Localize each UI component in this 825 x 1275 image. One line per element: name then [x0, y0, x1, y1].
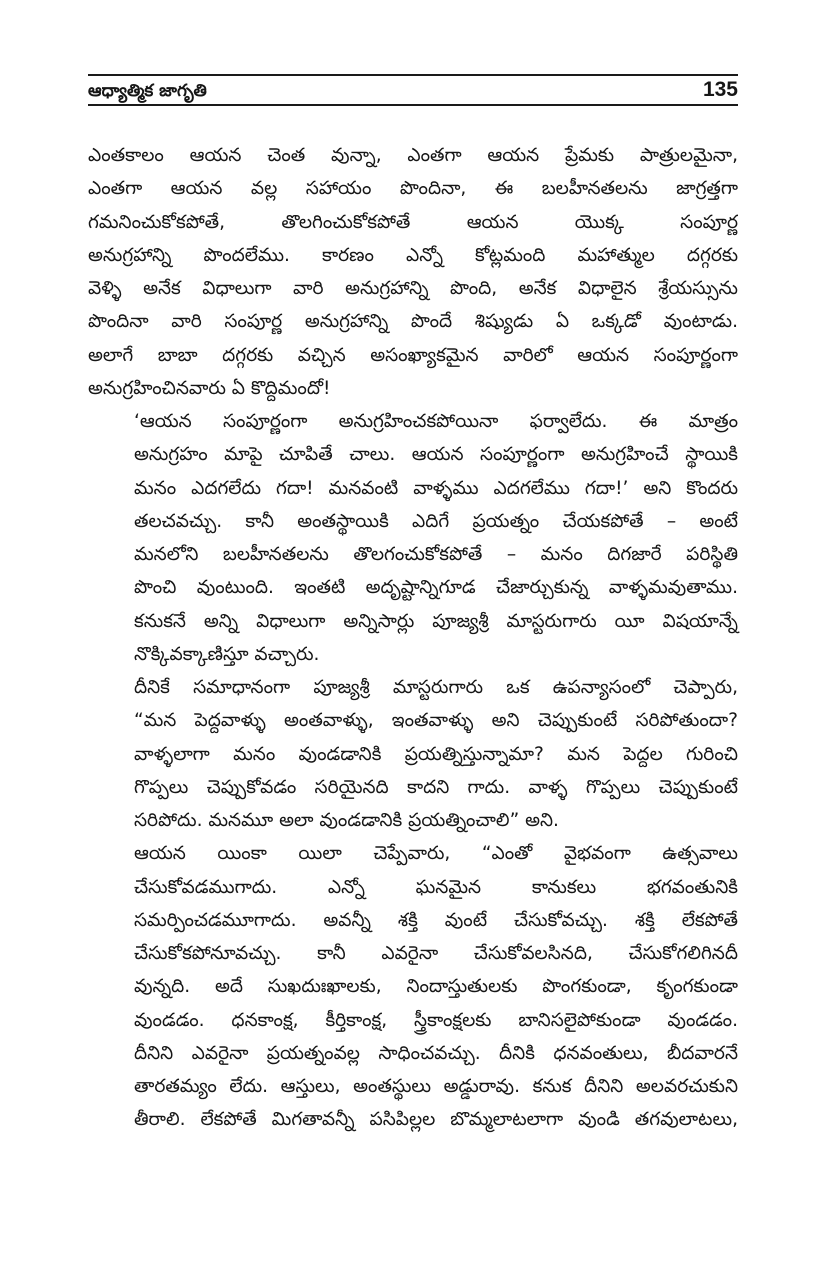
- text-line: నొక్కివక్కాణిస్తూ వచ్చారు.: [134, 643, 320, 665]
- text-line: అనుగ్రహించినవారు ఏ కొద్దిమందో!: [88, 377, 331, 399]
- text-line: చేసుకోవడముగాదు. ఎన్నో ఘనమైన కానుకలు భగవంతునికి: [134, 876, 738, 898]
- text-line: వుండడం. ధనకాంక్ష, కీర్తికాంక్ష, స్త్రీకాంక్షలకు బానిసలైపోకుండా వుండడం.: [134, 1009, 738, 1031]
- paragraph-3: [88, 671, 738, 837]
- page-number: 135: [702, 78, 738, 101]
- paragraph-2: [88, 405, 738, 671]
- text-line: సమర్పించడమూగాదు. అవన్నీ శక్తి వుంటే చేసుకోవచ్చు. శక్తి లేకపోతే: [134, 909, 738, 931]
- text-line: తలచవచ్చు. కానీ అంతస్థాయికి ఎదిగే ప్రయత్నం చేయకపోతే – అంటే: [134, 510, 738, 532]
- text-line: వెళ్ళి అనేక విధాలుగా వారి అనుగ్రహాన్ని పొంది, అనేక విధాలైన శ్రేయస్సును: [88, 278, 738, 299]
- header-bottom-rule: [88, 104, 738, 106]
- text-line: మనలోని బలహీనతలను తొలగంచుకోకపోతే – మనం దిగజారే పరిస్థితి: [134, 544, 738, 565]
- text-line: వున్నది. అదే సుఖదుఃఖాలకు, నిందాస్తుతులకు పొంగకుండా, కృంగకుండా: [134, 976, 738, 998]
- paragraph-4: [88, 837, 738, 1136]
- text-line: పొందినా వారి సంపూర్ణ అనుగ్రహాన్ని పొందే శిష్యుడు ఏ ఒక్కడో వుంటాడు.: [88, 311, 738, 333]
- text-line: అలాగే బాబా దగ్గరకు వచ్చిన అసంఖ్యాకమైన వారిలో ఆయన సంపూర్ణంగా: [88, 344, 738, 366]
- text-line: చేసుకోకపోనూవచ్చు. కానీ ఎవరైనా చేసుకోవలసినది, చేసుకోగలిగినదీ: [134, 943, 738, 964]
- text-line: పొంచి వుంటుంది. ఇంతటి అదృష్టాన్నిగూడ చేజార్చుకున్న వాళ్ళమవుతాము.: [134, 577, 738, 599]
- text-line: ఎంతకాలం ఆయన చెంత వున్నా, ఎంతగా ఆయన ప్రేమకు పాత్రులమైనా,: [88, 145, 738, 166]
- running-header: [88, 74, 738, 106]
- text-line: తీరాలి. లేకపోతే మిగతావన్నీ పసిపిల్లల బొమ్మలాటలాగా వుండి తగవులాటలు,: [134, 1109, 738, 1131]
- paragraph-1: [88, 139, 738, 405]
- text-line: ఎంతగా ఆయన వల్ల సహాయం పొందినా, ఈ బలహీనతలను జాగ్రత్తగా: [88, 178, 738, 200]
- text-line: “మన పెద్దవాళ్ళు అంతవాళ్ళు, ఇంతవాళ్ళు అని చెప్పుకుంటే సరిపోతుందా?: [134, 710, 738, 732]
- text-line: అనుగ్రహాన్ని పొందలేము. కారణం ఎన్నో కోట్లమంది మహాత్ముల దగ్గరకు: [88, 244, 738, 266]
- body-text: [88, 139, 738, 1137]
- text-line: కనుకనే అన్ని విధాలుగా అన్నిసార్లు పూజ్యశ్రీ మాస్టరుగారు యీ విషయాన్నే: [134, 610, 738, 632]
- text-line: అనుగ్రహం మాపై చూపితే చాలు. ఆయన సంపూర్ణంగా అనుగ్రహించే స్థాయికి: [134, 444, 738, 466]
- header-top-rule: [88, 74, 738, 76]
- running-header-title: ఆధ్యాత్మిక జాగృతి: [88, 81, 207, 101]
- text-line: మనం ఎదగలేదు గదా! మనవంటి వాళ్ళము ఎదగలేము గదా!’ అని కొందరు: [134, 477, 738, 499]
- text-line: ‘ఆయన సంపూర్ణంగా అనుగ్రహించకపోయినా ఫర్వాలేదు. ఈ మాత్రం: [134, 411, 738, 432]
- text-line: వాళ్ళలాగా మనం వుండడానికి ప్రయత్నిస్తున్నామా? మన పెద్దల గురించి: [134, 743, 738, 765]
- text-line: దీనిని ఎవరైనా ప్రయత్నంవల్ల సాధించవచ్చు. దీనికి ధనవంతులు, బీదవారనే: [134, 1042, 738, 1064]
- text-line: సరిపోదు. మనమూ అలా వుండడానికి ప్రయత్నించాలి” అని.: [134, 810, 559, 831]
- text-line: దీనికే సమాధానంగా పూజ్యశ్రీ మాస్టరుగారు ఒక ఉపన్యాసంలో చెప్పారు,: [134, 677, 738, 698]
- text-line: గొప్పలు చెప్పుకోవడం సరియైనది కాదని గాదు. వాళ్ళ గొప్పలు చెప్పుకుంటే: [134, 776, 738, 798]
- text-line: తారతమ్యం లేదు. ఆస్తులు, అంతస్థులు అడ్డురావు. కనుక దీనిని అలవరచుకుని: [134, 1076, 738, 1097]
- text-line: గమనించుకోకపోతే, తొలగించుకోకపోతే ఆయన యొక్క సంపూర్ణ: [88, 211, 738, 233]
- text-line: ఆయన యింకా యిలా చెప్పేవారు, “ఎంతో వైభవంగా ఉత్సవాలు: [134, 843, 738, 865]
